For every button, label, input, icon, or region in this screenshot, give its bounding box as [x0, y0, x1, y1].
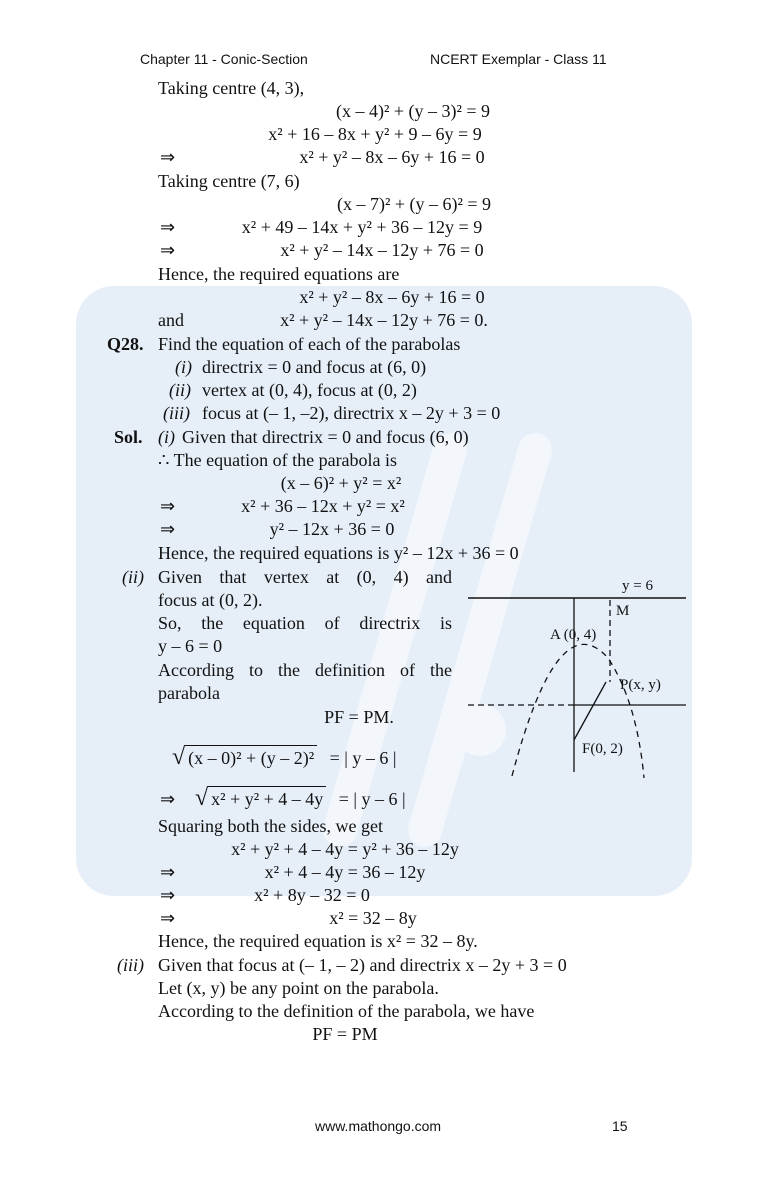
- implies-arrow: ⇒: [160, 862, 176, 882]
- prev-line: Taking centre (7, 6): [158, 171, 300, 191]
- point-m-label: M: [616, 603, 630, 619]
- part-text: directrix = 0 and focus at (6, 0): [202, 357, 427, 377]
- equation: x² + 16 – 8x + y² + 9 – 6y = 9: [268, 124, 482, 144]
- radicand: x² + y² + 4 – 4y: [208, 786, 326, 811]
- question-number: Q28.: [107, 334, 144, 354]
- radical-equation: [195, 786, 406, 811]
- solution-text: According to the definition of the: [158, 660, 452, 680]
- and-word: and: [158, 310, 184, 330]
- equation: y² – 12x + 36 = 0: [269, 519, 395, 539]
- part-label: (iii): [117, 955, 144, 975]
- solution-text: focus at (0, 2).: [158, 590, 263, 610]
- solution-text: Given that vertex at (0, 4) and: [158, 567, 452, 587]
- equation: y – 6 = 0: [158, 636, 223, 656]
- part-label: (ii): [169, 380, 191, 400]
- implies-arrow: ⇒: [160, 240, 176, 260]
- equation: (x – 6)² + y² = x²: [280, 473, 402, 493]
- point-p-label: P(x, y): [620, 677, 661, 693]
- segment-pf: [574, 682, 606, 740]
- equation: x² + 36 – 12x + y² = x²: [241, 496, 405, 516]
- solution-text: Hence, the required equations is y² – 12x + 36 = 0: [158, 543, 519, 563]
- footer-website: www.mathongo.com: [315, 1118, 442, 1134]
- part-text: focus at (– 1, –2), directrix x – 2y + 3 = 0: [202, 403, 501, 423]
- equation: x² + y² – 8x – 6y + 16 = 0: [299, 287, 485, 307]
- implies-arrow: ⇒: [160, 217, 176, 237]
- directrix-label: y = 6: [622, 578, 653, 594]
- prev-line: Hence, the required equations are: [158, 264, 400, 284]
- solution-text: Squaring both the sides, we get: [158, 816, 383, 836]
- implies-arrow: ⇒: [160, 496, 176, 516]
- solution-label: Sol.: [114, 427, 143, 447]
- solution-text: Hence, the required equation is x² = 32 – 8y.: [158, 931, 478, 951]
- solution-text: So, the equation of directrix is: [158, 613, 452, 633]
- equation: x² + 8y – 32 = 0: [254, 885, 370, 905]
- equation: x² = 32 – 8y: [329, 908, 417, 928]
- equation: x² + y² – 14x – 12y + 76 = 0: [280, 240, 484, 260]
- solution-text: Given that focus at (– 1, – 2) and directrix x – 2y + 3 = 0: [158, 955, 567, 975]
- implies-arrow: ⇒: [160, 908, 176, 928]
- implies-arrow: ⇒: [160, 147, 176, 167]
- part-label: (i): [175, 357, 192, 377]
- parabola-curve: [512, 644, 644, 778]
- equation: PF = PM.: [324, 707, 394, 727]
- equation: x² + 4 – 4y = 36 – 12y: [264, 862, 426, 882]
- part-label: (iii): [163, 403, 190, 423]
- sqrt-sign: √: [195, 785, 209, 811]
- solution-text: Given that directrix = 0 and focus (6, 0): [182, 427, 469, 447]
- part-label: (ii): [122, 567, 144, 587]
- point-a-label: A (0, 4): [550, 627, 597, 643]
- header-chapter: Chapter 11 - Conic-Section: [140, 51, 308, 67]
- prev-line: Taking centre (4, 3),: [158, 78, 305, 98]
- radical-equation: [172, 745, 396, 770]
- question-text: Find the equation of each of the parabolas: [158, 334, 461, 354]
- equation: x² + y² – 14x – 12y + 76 = 0.: [280, 310, 488, 330]
- equation-rhs: = | y – 6 |: [329, 748, 397, 768]
- point-f-label: F(0, 2): [582, 741, 623, 757]
- implies-arrow: ⇒: [160, 519, 176, 539]
- equation: PF = PM: [312, 1024, 378, 1044]
- radicand: (x – 0)² + (y – 2)²: [185, 745, 317, 770]
- equation: x² + y² + 4 – 4y = y² + 36 – 12y: [231, 839, 459, 859]
- solution-text: parabola: [158, 683, 220, 703]
- part-label: (i): [158, 427, 175, 447]
- equation: x² + 49 – 14x + y² + 36 – 12y = 9: [241, 217, 483, 237]
- equation: (x – 4)² + (y – 3)² = 9: [335, 101, 491, 121]
- equation: x² + y² – 8x – 6y + 16 = 0: [299, 147, 485, 167]
- part-text: vertex at (0, 4), focus at (0, 2): [202, 380, 417, 400]
- parabola-figure: [462, 572, 692, 784]
- header-book: NCERT Exemplar - Class 11: [430, 51, 607, 67]
- implies-arrow: ⇒: [160, 885, 176, 905]
- equation-rhs: = | y – 6 |: [338, 789, 406, 809]
- solution-text: According to the definition of the parabola, we have: [158, 1001, 535, 1021]
- solution-text: Let (x, y) be any point on the parabola.: [158, 978, 439, 998]
- solution-text: ∴ The equation of the parabola is: [158, 450, 398, 470]
- implies-arrow: ⇒: [160, 789, 176, 809]
- equation: (x – 7)² + (y – 6)² = 9: [336, 194, 492, 214]
- sqrt-sign: √: [172, 744, 186, 770]
- page-number: 15: [612, 1118, 628, 1134]
